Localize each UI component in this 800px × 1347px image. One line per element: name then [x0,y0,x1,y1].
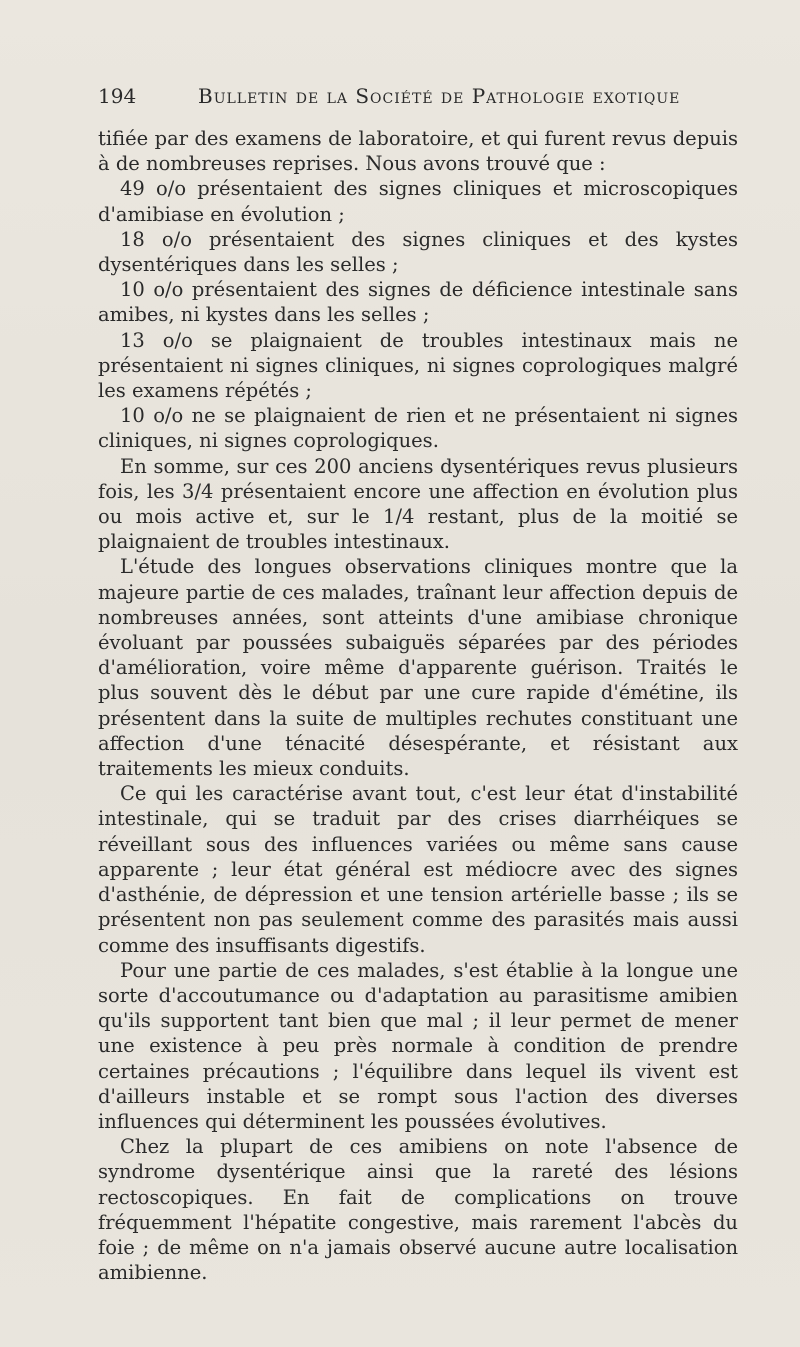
paragraph-en-somme: En somme, sur ces 200 anciens dysentériques revus plusieurs fois, les 3/4 présentaient encore une affection en évolution plus ou mois active et, sur le 1/4 restant, plus de la moitié se plaignaient de troubles intestinaux. [98,454,738,554]
page-header [98,84,698,114]
paragraph-continuation: tifiée par des examens de laboratoire, et qui furent revus depuis à de nombreuses reprises. Nous avons trouvé que : [98,127,738,176]
page-number: 194 [98,84,137,108]
paragraph-stat-10-deficience: 10 o/o présentaient des signes de déficience intestinale sans amibes, ni kystes dans les selles ; [98,278,738,327]
running-title: Bulletin de la Société de Pathologie exotique [198,84,681,108]
paragraph-accoutumance: Pour une partie de ces malades, s'est établie à la longue une sorte d'accoutumance ou d'adaptation au parasitisme amibien qu'ils supportent tant bien que mal ; il leur permet de mener une existence à peu près normale à condition de prendre certaines précautions ; l'équilibre dans lequel ils vivent est d'ailleurs instable et se rompt sous l'action des diverses influences qui déterminent les poussées évolutives. [98,958,738,1133]
paragraph-etude: L'étude des longues observations cliniques montre que la majeure partie de ces malades, traînant leur affection depuis de nombreuses années, sont atteints d'une amibiase chronique évoluant par poussées subaiguës séparées par des périodes d'amélioration, voire même d'apparente guérison. Traités le plus souvent dès le début par une cure rapide d'émétine, ils présentent dans la suite de multiples rechutes constituant une affection d'une ténacité désespérante, et résistant aux traitements les mieux conduits. [98,555,738,781]
paragraph-stat-10-rien: 10 o/o ne se plaignaient de rien et ne présentaient ni signes cliniques, ni signes coprologiques. [98,404,738,453]
body-text [98,126,738,1285]
paragraph-complications: Chez la plupart de ces amibiens on note l'absence de syndrome dysentérique ainsi que la rareté des lésions rectoscopiques. En fait de complications on trouve fréquemment l'hépatite congestive, mais rarement l'abcès du foie ; de même on n'a jamais observé aucune autre localisation amibienne. [98,1135,738,1285]
paragraph-stat-49: 49 o/o présentaient des signes cliniques et microscopiques d'amibiase en évolution ; [98,177,738,226]
paragraph-caracterise: Ce qui les caractérise avant tout, c'est leur état d'instabilité intestinale, qui se traduit par des crises diarrhéiques se réveillant sous des influences variées ou même sans cause apparente ; leur état général est médiocre avec des signes d'asthénie, de dépression et une tension artérielle basse ; ils se présentent non pas seulement comme des parasités mais aussi comme des insuffisants digestifs. [98,782,738,957]
paragraph-stat-18: 18 o/o présentaient des signes cliniques et des kystes dysentériques dans les selles ; [98,227,738,277]
paragraph-stat-13: 13 o/o se plaignaient de troubles intestinaux mais ne présentaient ni signes cliniques, ni signes coprologiques malgré les examens répétés ; [98,328,738,403]
